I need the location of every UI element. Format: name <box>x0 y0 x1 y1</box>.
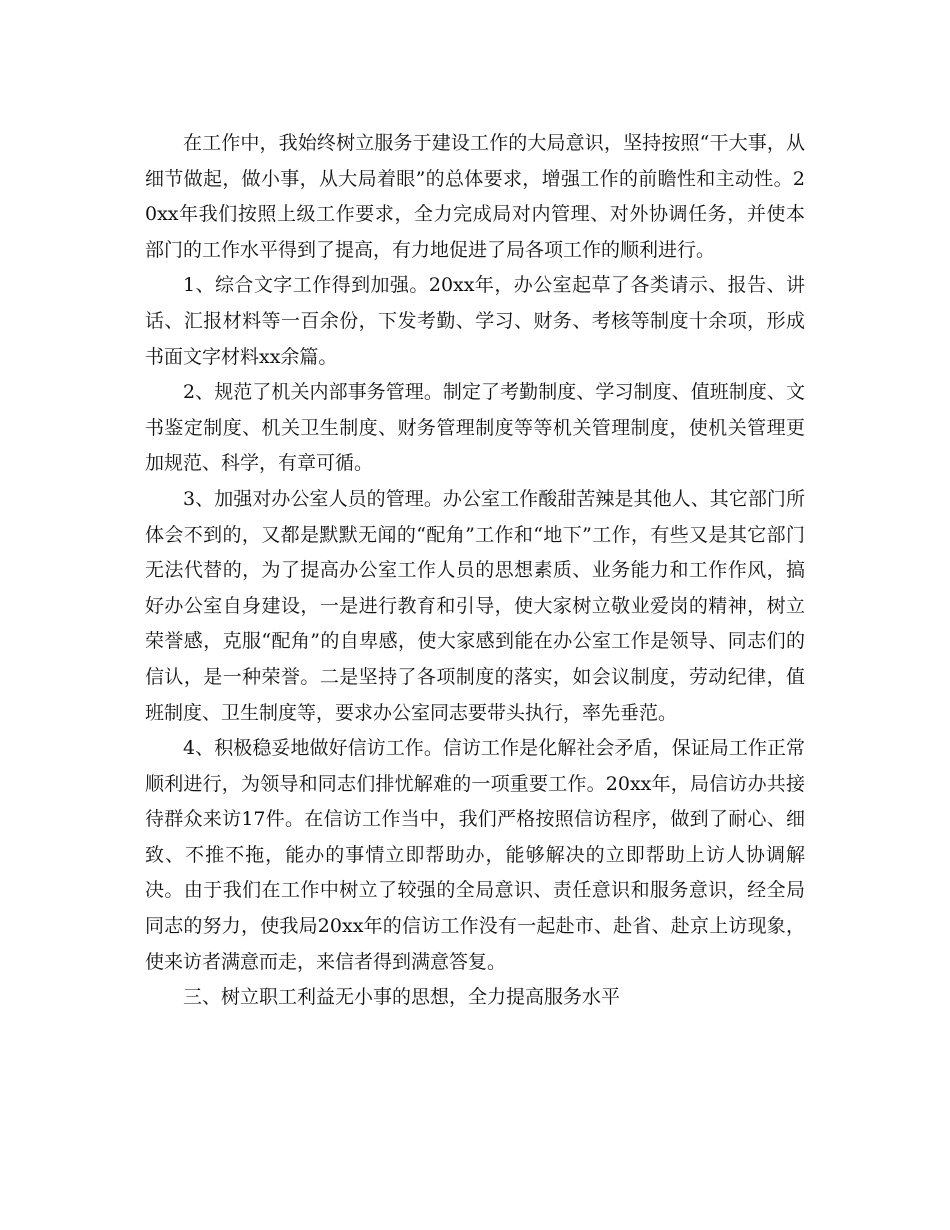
paragraph-item-4: 4、积极稳妥地做好信访工作。信访工作是化解社会矛盾，保证局工作正常顺利进行，为领导和同志们排忧解难的一项重要工作。20xx年，局信访办共接待群众来访17件。在信访工作当中，我们严格按照信访程序，做到了耐心、细致、不推不拖，能办的事情立即帮助办，能够解决的立即帮助上访人协调解决。由于我们在工作中树立了较强的全局意识、责任意识和服务意识，经全局同志的努力，使我局20xx年的信访工作没有一起赴市、赴省、赴京上访现象，使来访者满意而走，来信者得到满意答复。 <box>145 737 805 973</box>
paragraph-intro: 在工作中，我始终树立服务于建设工作的大局意识，坚持按照“干大事，从细节做起，做小事，从大局着眼”的总体要求，增强工作的前瞻性和主动性。20xx年我们按照上级工作要求，全力完成局对内管理、对外协调任务，并使本部门的工作水平得到了提高，有力地促进了局各项工作的顺利进行。 <box>145 132 805 261</box>
paragraph-item-1: 1、综合文字工作得到加强。20xx年，办公室起草了各类请示、报告、讲话、汇报材料等一百余份，下发考勤、学习、财务、考核等制度十余项，形成书面文字材料xx余篇。 <box>145 274 805 368</box>
document-body <box>145 126 805 1016</box>
paragraph-item-2: 2、规范了机关内部事务管理。制定了考勤制度、学习制度、值班制度、文书鉴定制度、机关卫生制度、财务管理制度等等机关管理制度，使机关管理更加规范、科学，有章可循。 <box>145 381 805 475</box>
section-heading-3: 三、树立职工利益无小事的思想，全力提高服务水平 <box>183 986 621 1009</box>
paragraph-item-3: 3、加强对办公室人员的管理。办公室工作酸甜苦辣是其他人、其它部门所体会不到的，又都是默默无闻的“配角”工作和“地下”工作，有些又是其它部门无法代替的，为了提高办公室工作人员的思想素质、业务能力和工作作风，搞好办公室自身建设，一是进行教育和引导，使大家树立敬业爱岗的精神，树立荣誉感，克服“配角”的自卑感，使大家感到能在办公室工作是领导、同志们的信认，是一种荣誉。二是坚持了各项制度的落实，如会议制度，劳动纪律，值班制度、卫生制度等，要求办公室同志要带头执行，率先垂范。 <box>145 487 805 724</box>
